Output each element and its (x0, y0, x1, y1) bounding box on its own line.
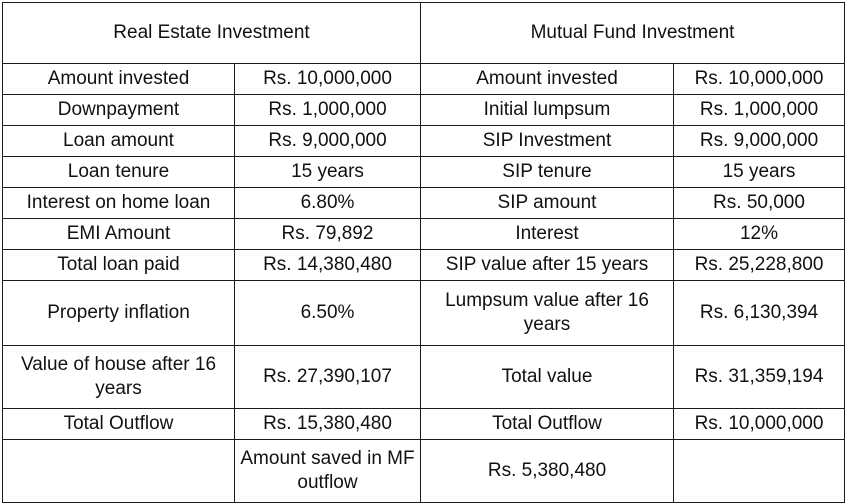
mf-label-cell: Total Outflow (421, 409, 674, 440)
mf-value-cell: 15 years (674, 157, 845, 188)
table-row (3, 281, 845, 346)
table-row (3, 409, 845, 440)
table-row (3, 95, 845, 126)
table-row (3, 64, 845, 95)
table-row (3, 126, 845, 157)
mf-value-cell: Rs. 1,000,000 (674, 95, 845, 126)
mf-value-cell: Rs. 10,000,000 (674, 409, 845, 440)
re-value-cell: 15 years (235, 157, 421, 188)
re-label-cell: Total Outflow (3, 409, 235, 440)
mf-label-cell: SIP amount (421, 188, 674, 219)
re-value-cell: Rs. 14,380,480 (235, 250, 421, 281)
mf-label-cell: SIP Investment (421, 126, 674, 157)
empty-cell (674, 440, 845, 503)
mf-value-cell: Rs. 10,000,000 (674, 64, 845, 95)
mf-label-cell: SIP value after 15 years (421, 250, 674, 281)
re-value-cell: Rs. 10,000,000 (235, 64, 421, 95)
mutual-fund-header: Mutual Fund Investment (421, 3, 845, 64)
re-label-cell: Downpayment (3, 95, 235, 126)
savings-label-cell: Amount saved in MF outflow (235, 440, 421, 503)
mf-value-cell: Rs. 6,130,394 (674, 281, 845, 346)
re-label-cell: Amount invested (3, 64, 235, 95)
table-row (3, 219, 845, 250)
re-value-cell: Rs. 1,000,000 (235, 95, 421, 126)
mf-label-cell: Initial lumpsum (421, 95, 674, 126)
re-label-cell: EMI Amount (3, 219, 235, 250)
re-value-cell: Rs. 9,000,000 (235, 126, 421, 157)
investment-comparison-table (2, 2, 845, 503)
empty-cell (3, 440, 235, 503)
re-label-cell: Property inflation (3, 281, 235, 346)
mf-value-cell: Rs. 31,359,194 (674, 346, 845, 409)
mf-value-cell: 12% (674, 219, 845, 250)
table-row (3, 346, 845, 409)
mf-value-cell: Rs. 25,228,800 (674, 250, 845, 281)
table-row (3, 250, 845, 281)
re-value-cell: Rs. 79,892 (235, 219, 421, 250)
savings-value-cell: Rs. 5,380,480 (421, 440, 674, 503)
mf-label-cell: Total value (421, 346, 674, 409)
re-label-cell: Interest on home loan (3, 188, 235, 219)
header-row (3, 3, 845, 64)
re-label-cell: Loan tenure (3, 157, 235, 188)
re-value-cell: Rs. 15,380,480 (235, 409, 421, 440)
mf-label-cell: Interest (421, 219, 674, 250)
mf-label-cell: SIP tenure (421, 157, 674, 188)
re-label-cell: Total loan paid (3, 250, 235, 281)
mf-label-cell: Amount invested (421, 64, 674, 95)
real-estate-header: Real Estate Investment (3, 3, 421, 64)
mf-label-cell: Lumpsum value after 16 years (421, 281, 674, 346)
savings-row (3, 440, 845, 503)
mf-value-cell: Rs. 9,000,000 (674, 126, 845, 157)
re-label-cell: Loan amount (3, 126, 235, 157)
table-row (3, 157, 845, 188)
re-value-cell: 6.50% (235, 281, 421, 346)
re-value-cell: Rs. 27,390,107 (235, 346, 421, 409)
table-row (3, 188, 845, 219)
mf-value-cell: Rs. 50,000 (674, 188, 845, 219)
re-value-cell: 6.80% (235, 188, 421, 219)
re-label-cell: Value of house after 16 years (3, 346, 235, 409)
